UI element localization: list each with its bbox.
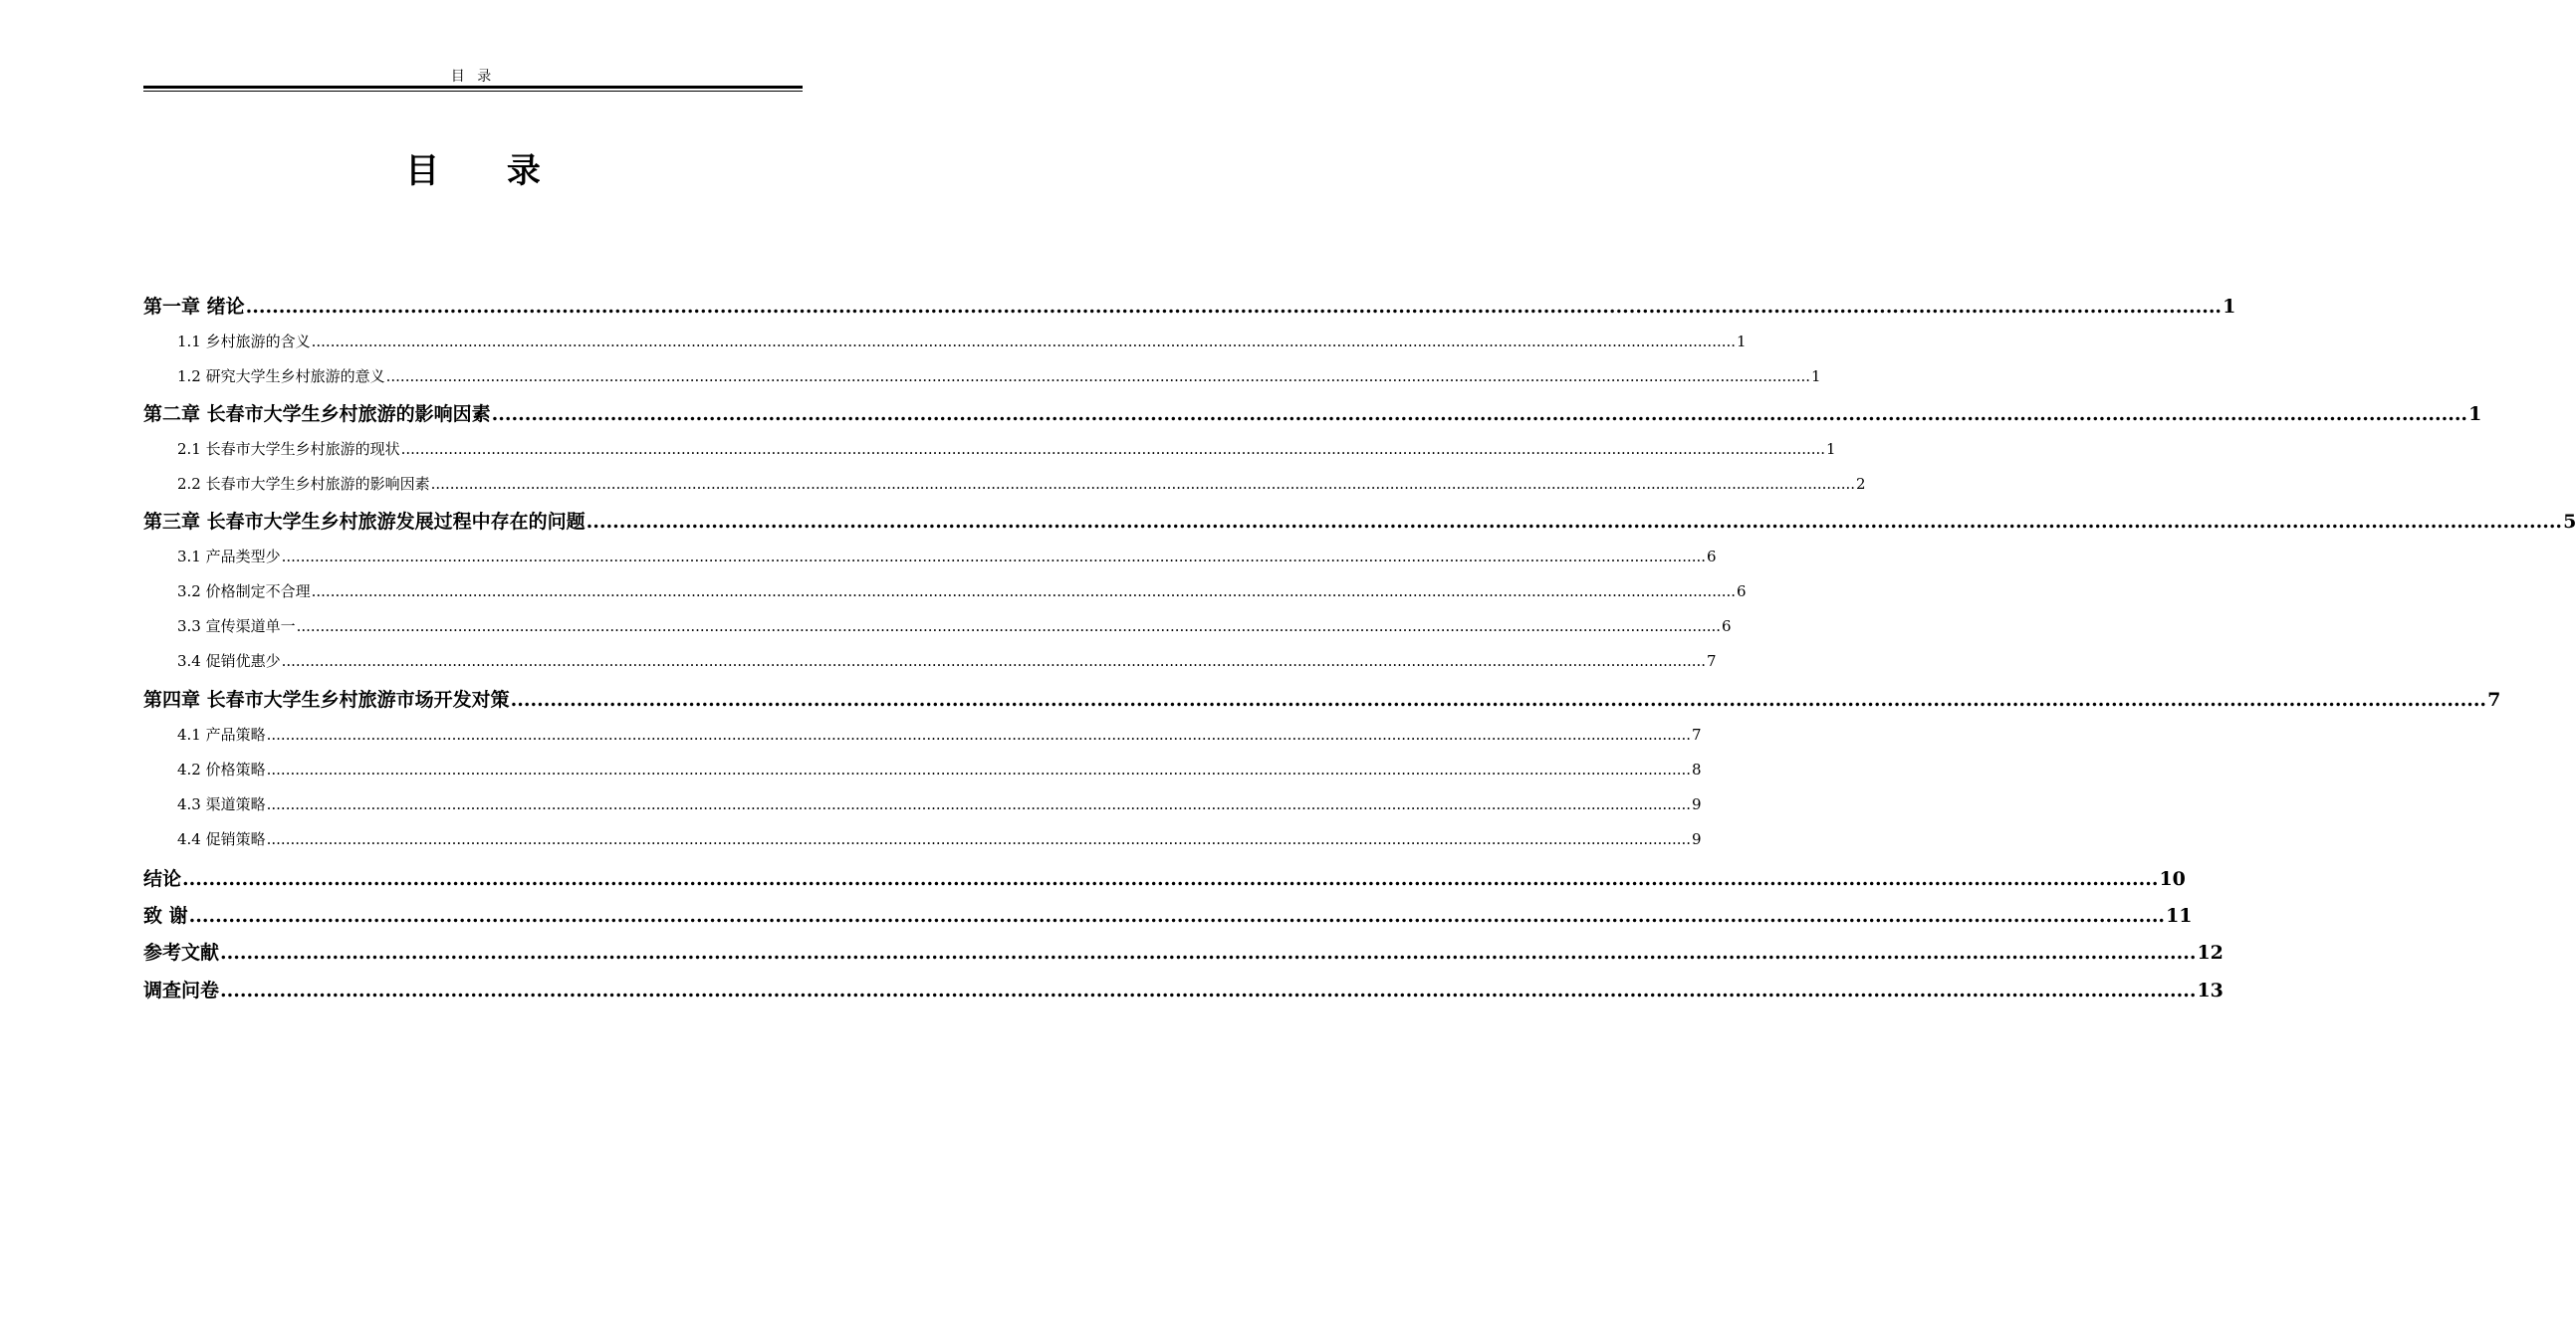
- toc-leader-dots: ............................................................................................................................................................................................................................................................................................................: [281, 652, 1707, 670]
- toc-leader-dots: ............................................................................................................................................................................................................................................................................................................: [266, 761, 1692, 779]
- toc-page-number: 1: [2468, 403, 2482, 425]
- header-rule: [143, 86, 803, 92]
- toc-leader-dots: ............................................................................................................................................................................................................................................................................................................: [266, 795, 1692, 813]
- toc-entry-title: 第四章 长春市大学生乡村旅游市场开发对策: [143, 689, 510, 711]
- toc-page-number: 8: [1692, 761, 1702, 779]
- toc-leader-dots: ............................................................................................................................................................................................................................................................................................................: [491, 403, 2468, 425]
- toc-section-entry[interactable]: [177, 759, 1702, 780]
- toc-chapter-entry[interactable]: [143, 938, 2224, 965]
- toc-page-number: 9: [1692, 795, 1702, 813]
- toc-entry-title: 第二章 长春市大学生乡村旅游的影响因素: [143, 403, 491, 425]
- toc-page-number: 5: [2563, 511, 2576, 533]
- toc-page-number: 2: [1856, 475, 1866, 493]
- toc-page-number: 7: [1692, 726, 1702, 744]
- toc-entry-title: 第三章 长春市大学生乡村旅游发展过程中存在的问题: [143, 511, 585, 533]
- toc-entry-title: 4.2 价格策略: [177, 761, 266, 779]
- toc-leader-dots: ............................................................................................................................................................................................................................................................................................................: [585, 511, 2563, 533]
- toc-leader-dots: ............................................................................................................................................................................................................................................................................................................: [220, 942, 2197, 964]
- page-title: 目 录: [405, 151, 569, 191]
- toc-section-entry[interactable]: [177, 438, 1836, 459]
- toc-leader-dots: ............................................................................................................................................................................................................................................................................................................: [430, 475, 1856, 493]
- toc-entry-title: 4.4 促销策略: [177, 830, 266, 848]
- toc-section-entry[interactable]: [177, 615, 1732, 636]
- toc-page-number: 1: [2223, 296, 2236, 318]
- toc-page-number: 9: [1692, 830, 1702, 848]
- toc-page-number: 11: [2166, 905, 2193, 927]
- toc-page-number: 13: [2197, 980, 2224, 1002]
- toc-chapter-entry[interactable]: [143, 864, 2186, 891]
- toc-section-entry[interactable]: [177, 828, 1702, 849]
- toc-entry-title: 致 谢: [143, 905, 188, 927]
- toc-page-number: 1: [1811, 367, 1821, 385]
- toc-entry-title: 2.1 长春市大学生乡村旅游的现状: [177, 440, 400, 458]
- toc-page-number: 10: [2159, 868, 2186, 890]
- toc-page-number: 6: [1707, 548, 1717, 565]
- toc-entry-title: 1.2 研究大学生乡村旅游的意义: [177, 367, 385, 385]
- toc-section-entry[interactable]: [177, 365, 1821, 386]
- toc-entry-title: 3.3 宣传渠道单一: [177, 617, 296, 635]
- toc-leader-dots: ............................................................................................................................................................................................................................................................................................................: [510, 689, 2487, 711]
- toc-entry-title: 2.2 长春市大学生乡村旅游的影响因素: [177, 475, 430, 493]
- toc-leader-dots: ............................................................................................................................................................................................................................................................................................................: [245, 296, 2223, 318]
- running-header: 目 录: [450, 69, 496, 85]
- toc-leader-dots: ............................................................................................................................................................................................................................................................................................................: [311, 333, 1737, 350]
- toc-entry-title: 结论: [143, 868, 182, 890]
- toc-leader-dots: ............................................................................................................................................................................................................................................................................................................: [266, 830, 1692, 848]
- toc-page-number: 12: [2197, 942, 2224, 964]
- toc-chapter-entry[interactable]: [143, 399, 2482, 426]
- toc-leader-dots: ............................................................................................................................................................................................................................................................................................................: [182, 868, 2159, 890]
- toc-entry-title: 3.4 促销优惠少: [177, 652, 281, 670]
- toc-section-entry[interactable]: [177, 546, 1717, 566]
- toc-page-number: 7: [2487, 689, 2501, 711]
- toc-page-number: 6: [1722, 617, 1732, 635]
- toc-entry-title: 第一章 绪论: [143, 296, 245, 318]
- toc-leader-dots: ............................................................................................................................................................................................................................................................................................................: [296, 617, 1722, 635]
- toc-chapter-entry[interactable]: [143, 685, 2501, 712]
- toc-entry-title: 1.1 乡村旅游的含义: [177, 333, 311, 350]
- toc-page-number: 1: [1737, 333, 1747, 350]
- toc-page-number: 1: [1826, 440, 1836, 458]
- toc-chapter-entry[interactable]: [143, 292, 2236, 319]
- toc-leader-dots: ............................................................................................................................................................................................................................................................................................................: [220, 980, 2197, 1002]
- toc-entry-title: 3.1 产品类型少: [177, 548, 281, 565]
- toc-section-entry[interactable]: [177, 724, 1702, 745]
- toc-leader-dots: ............................................................................................................................................................................................................................................................................................................: [266, 726, 1692, 744]
- toc-section-entry[interactable]: [177, 650, 1717, 671]
- toc-page-number: 7: [1707, 652, 1717, 670]
- toc-section-entry[interactable]: [177, 580, 1747, 601]
- toc-section-entry[interactable]: [177, 473, 1866, 494]
- toc-leader-dots: ............................................................................................................................................................................................................................................................................................................: [400, 440, 1826, 458]
- toc-entry-title: 调查问卷: [143, 980, 220, 1002]
- toc-entry-title: 4.1 产品策略: [177, 726, 266, 744]
- toc-chapter-entry[interactable]: [143, 976, 2224, 1003]
- toc-chapter-entry[interactable]: [143, 507, 2576, 534]
- toc-entry-title: 4.3 渠道策略: [177, 795, 266, 813]
- toc-section-entry[interactable]: [177, 331, 1747, 351]
- toc-leader-dots: ............................................................................................................................................................................................................................................................................................................: [311, 582, 1737, 600]
- toc-section-entry[interactable]: [177, 793, 1702, 814]
- toc-entry-title: 3.2 价格制定不合理: [177, 582, 311, 600]
- toc-leader-dots: ............................................................................................................................................................................................................................................................................................................: [188, 905, 2166, 927]
- toc-chapter-entry[interactable]: [143, 901, 2193, 928]
- toc-leader-dots: ............................................................................................................................................................................................................................................................................................................: [385, 367, 1811, 385]
- toc-leader-dots: ............................................................................................................................................................................................................................................................................................................: [281, 548, 1707, 565]
- toc-entry-title: 参考文献: [143, 942, 220, 964]
- toc-page-number: 6: [1737, 582, 1747, 600]
